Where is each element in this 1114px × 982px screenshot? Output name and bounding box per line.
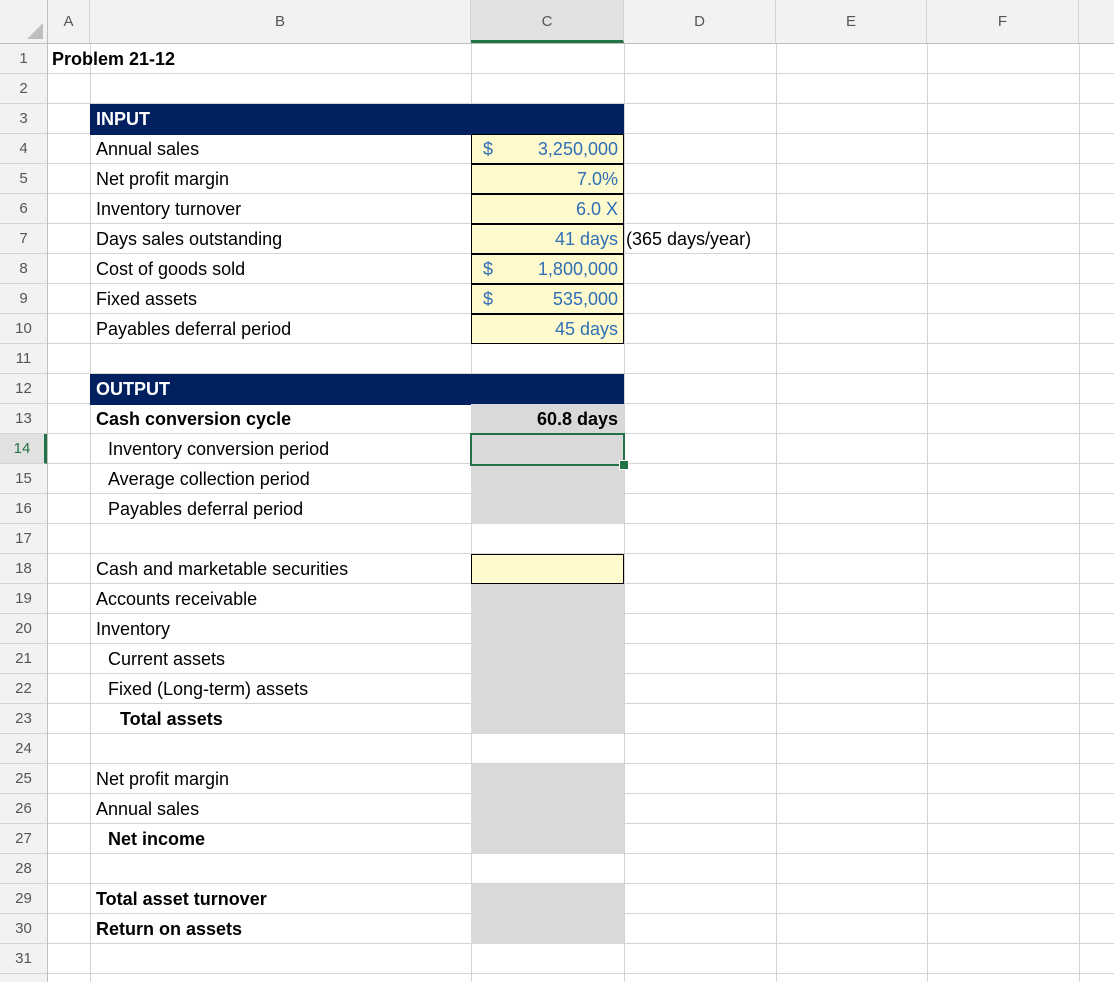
- row-header[interactable]: 20: [0, 614, 47, 644]
- cash-input-cell[interactable]: [471, 554, 624, 584]
- row-header[interactable]: 27: [0, 824, 47, 854]
- output-cells-income[interactable]: [471, 764, 624, 854]
- currency-symbol: $: [483, 289, 494, 309]
- balance-label[interactable]: Inventory: [96, 619, 171, 639]
- gridline: [927, 44, 928, 982]
- active-cell-selection[interactable]: [470, 433, 625, 466]
- column-header-bar: [0, 0, 1114, 44]
- total-asset-turnover-label[interactable]: Total asset turnover: [96, 889, 267, 909]
- row-header[interactable]: 28: [0, 854, 47, 884]
- select-all-corner[interactable]: [0, 0, 48, 43]
- column-header-f[interactable]: F: [927, 0, 1079, 43]
- input-value-fixed-assets: [471, 284, 624, 314]
- return-on-assets-label[interactable]: Return on assets: [96, 919, 243, 939]
- input-label[interactable]: Annual sales: [96, 139, 200, 159]
- value-number: 7.0%: [576, 169, 618, 189]
- row-header[interactable]: 18: [0, 554, 47, 584]
- value-number: 41 days: [554, 229, 618, 249]
- row-header[interactable]: 7: [0, 224, 47, 254]
- output-section-header[interactable]: [90, 374, 624, 405]
- column-header-d[interactable]: D: [624, 0, 776, 43]
- column-header-a[interactable]: A: [48, 0, 90, 43]
- row-header[interactable]: 11: [0, 344, 47, 374]
- value-number: 45 days: [554, 319, 618, 339]
- value-number: 6.0 X: [575, 199, 618, 219]
- row-header[interactable]: 25: [0, 764, 47, 794]
- row-header[interactable]: 26: [0, 794, 47, 824]
- row-header[interactable]: 30: [0, 914, 47, 944]
- output-cells-ratios[interactable]: [471, 884, 624, 944]
- row-header-bar: [0, 44, 48, 982]
- column-header-c[interactable]: C: [471, 0, 624, 43]
- input-value-cogs: [471, 254, 624, 284]
- output-sub-label[interactable]: Payables deferral period: [108, 499, 304, 519]
- row-header[interactable]: 3: [0, 104, 47, 134]
- row-header[interactable]: 9: [0, 284, 47, 314]
- fill-handle[interactable]: [619, 460, 629, 470]
- value-number: 1,800,000: [537, 259, 618, 279]
- gridline: [90, 44, 91, 982]
- row-header[interactable]: 4: [0, 134, 47, 164]
- input-section-header[interactable]: [90, 104, 624, 135]
- current-assets-label[interactable]: Current assets: [108, 649, 226, 669]
- input-header-label: INPUT: [96, 109, 150, 129]
- input-value-payables-deferral: [471, 314, 624, 344]
- column-header-b[interactable]: B: [90, 0, 471, 43]
- input-value-annual-sales: [471, 134, 624, 164]
- row-header[interactable]: 10: [0, 314, 47, 344]
- row-header-selected[interactable]: 14: [0, 434, 47, 464]
- row-header[interactable]: 17: [0, 524, 47, 554]
- column-header-e[interactable]: E: [776, 0, 927, 43]
- row-header[interactable]: 6: [0, 194, 47, 224]
- row-header[interactable]: 1: [0, 44, 47, 74]
- gridline: [624, 44, 625, 982]
- input-value-inventory-turnover: [471, 194, 624, 224]
- balance-label[interactable]: Accounts receivable: [96, 589, 258, 609]
- gridline: [48, 73, 1114, 74]
- row-header[interactable]: 5: [0, 164, 47, 194]
- row-header[interactable]: 19: [0, 584, 47, 614]
- input-label[interactable]: Days sales outstanding: [96, 229, 283, 249]
- select-all-icon: [27, 23, 43, 39]
- input-label[interactable]: Cost of goods sold: [96, 259, 246, 279]
- input-label[interactable]: Fixed assets: [96, 289, 198, 309]
- input-label[interactable]: Inventory turnover: [96, 199, 242, 219]
- row-header[interactable]: 29: [0, 884, 47, 914]
- row-header[interactable]: 15: [0, 464, 47, 494]
- row-header[interactable]: 12: [0, 374, 47, 404]
- spreadsheet-grid[interactable]: [48, 44, 1114, 982]
- row-header[interactable]: 21: [0, 644, 47, 674]
- row-header[interactable]: 16: [0, 494, 47, 524]
- row-header[interactable]: 2: [0, 74, 47, 104]
- input-value-dso: [471, 224, 624, 254]
- input-label[interactable]: Net profit margin: [96, 169, 230, 189]
- input-label[interactable]: Payables deferral period: [96, 319, 292, 339]
- gridline: [776, 44, 777, 982]
- output-header-label: OUTPUT: [96, 379, 170, 399]
- sales-label[interactable]: Annual sales: [96, 799, 200, 819]
- value-number: 535,000: [552, 289, 618, 309]
- output-sub-label[interactable]: Average collection period: [108, 469, 310, 489]
- days-per-year-note[interactable]: (365 days/year): [626, 229, 752, 249]
- total-assets-label[interactable]: Total assets: [120, 709, 223, 729]
- gridline: [1079, 44, 1080, 982]
- fixed-assets-label[interactable]: Fixed (Long-term) assets: [108, 679, 309, 699]
- value-number: 3,250,000: [537, 139, 618, 159]
- balance-label[interactable]: Cash and marketable securities: [96, 559, 349, 579]
- row-header[interactable]: 13: [0, 404, 47, 434]
- ccc-value[interactable]: 60.8 days: [536, 409, 618, 429]
- output-sub-label[interactable]: Inventory conversion period: [108, 439, 330, 459]
- row-header[interactable]: 8: [0, 254, 47, 284]
- row-header[interactable]: 23: [0, 704, 47, 734]
- output-cells-assets[interactable]: [471, 584, 624, 734]
- input-value-net-profit-margin: [471, 164, 624, 194]
- currency-symbol: $: [483, 139, 494, 159]
- gridline: [48, 973, 1114, 974]
- ccc-label[interactable]: Cash conversion cycle: [96, 409, 292, 429]
- npm-label[interactable]: Net profit margin: [96, 769, 230, 789]
- net-income-label[interactable]: Net income: [108, 829, 206, 849]
- row-header[interactable]: 22: [0, 674, 47, 704]
- row-header[interactable]: 24: [0, 734, 47, 764]
- row-header[interactable]: 31: [0, 944, 47, 974]
- currency-symbol: $: [483, 259, 494, 279]
- sheet-title[interactable]: Problem 21-12: [52, 49, 176, 69]
